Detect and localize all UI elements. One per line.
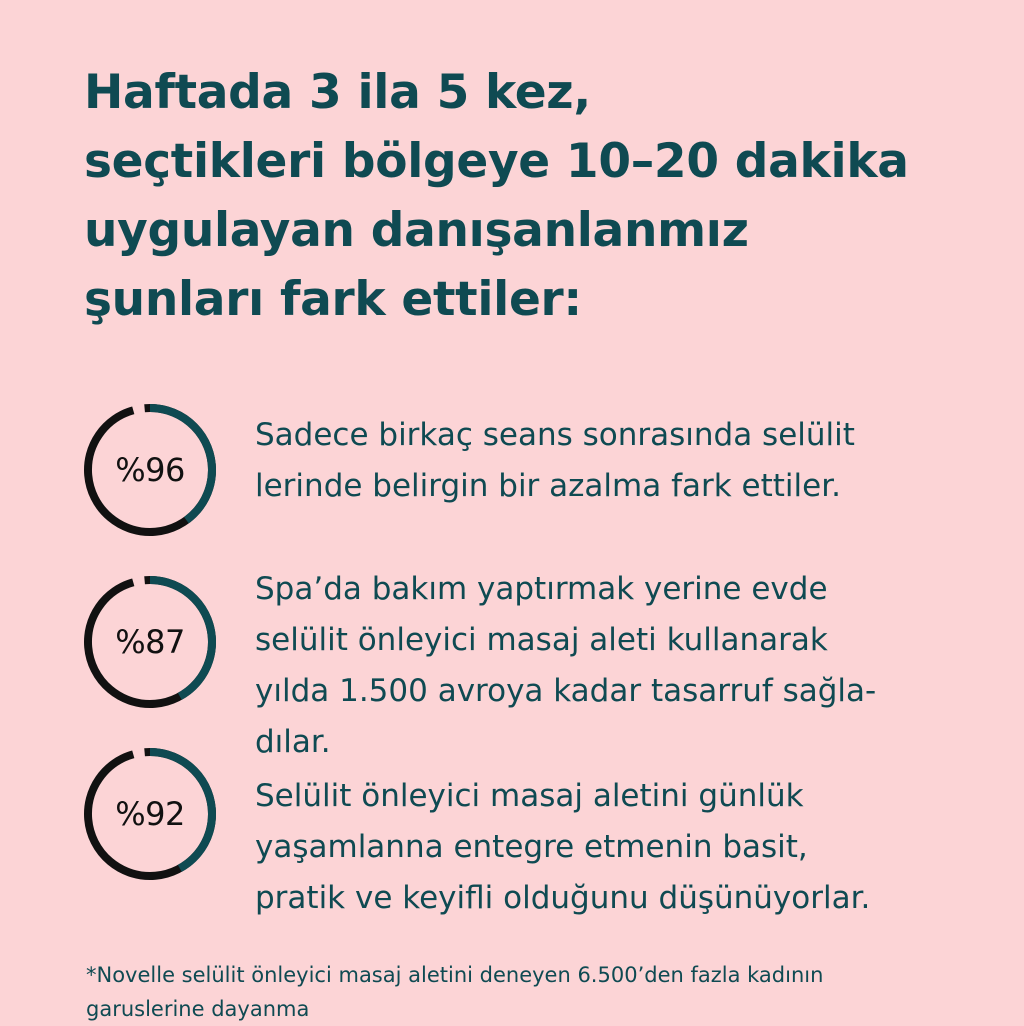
footnote [86,958,986,1026]
stat-text-line: pratik ve keyifli olduğunu düşünüyorlar. [255,880,871,916]
stat-description [255,771,995,924]
stat-text-line: Sadece birkaç seans sonrasında selülit [255,417,855,453]
headline-line: seçtikleri bölgeye 10–20 dakika [84,134,909,189]
footnote-line: garuslerine dayanma [86,997,310,1021]
stat-description [255,564,995,768]
stat-value: %87 [115,623,185,661]
stat-ring-96 [82,402,218,538]
footnote-line: *Novelle selülit önleyici masaj aletini deneyen 6.500’den fazla kadının [86,963,824,987]
stat-description [255,410,995,512]
stat-value: %96 [115,451,185,489]
stat-text-line: Selülit önleyici masaj aletini günlük [255,778,804,814]
headline-line: uygulayan danışanlanmız [84,203,749,258]
headline-line: Haftada 3 ila 5 kez, [84,65,591,120]
headline-line: şunları fark ettiler: [84,272,582,327]
stat-text-line: yılda 1.500 avroya kadar tasarruf sağla- [255,673,877,709]
stat-text-line: lerinde belirgin bir azalma fark ettiler. [255,468,841,504]
stat-value: %92 [115,795,185,833]
stat-ring-92 [82,746,218,882]
stat-ring-87 [82,574,218,710]
stat-text-line: yaşamlanna entegre etmenin basit, [255,829,808,865]
stat-text-line: Spa’da bakım yaptırmak yerine evde [255,571,828,607]
stat-text-line: selülit önleyici masaj aleti kullanarak [255,622,828,658]
headline [84,58,984,334]
stat-text-line: dılar. [255,724,331,760]
